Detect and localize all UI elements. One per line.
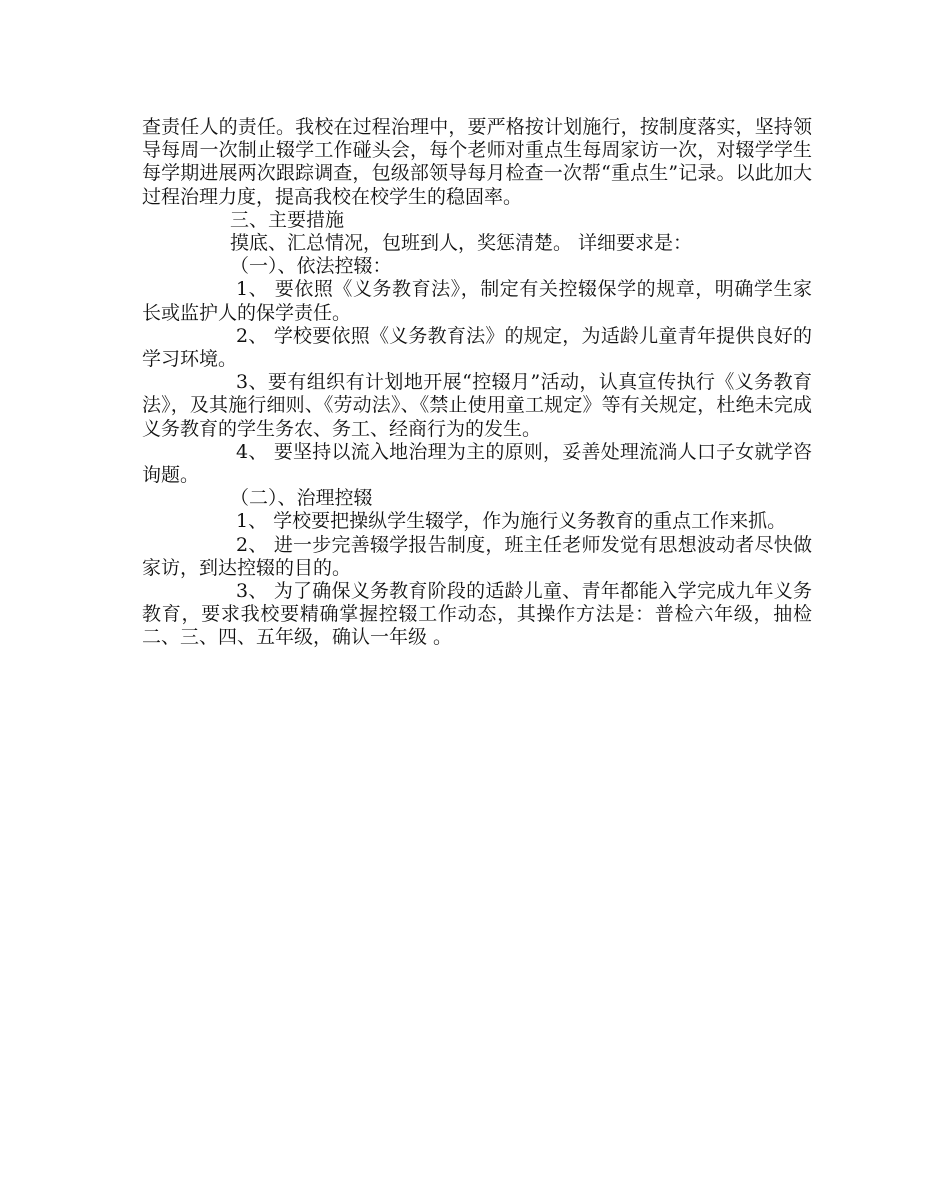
list-item-governance-3: 3、 为了确保义务教育阶段的适龄儿童、青年都能入学完成九年义务教育，要求我校要精确掌握控辍工作动态，其操作方法是：普检六年级，抽检二、三、四、五年级，确认一年级 。 [142, 580, 812, 649]
list-item-legal-2: 2、 学校要依照《义务教育法》的规定，为适龄儿童青年提供良好的学习环境。 [142, 324, 812, 371]
list-item-governance-1: 1、 学校要把操纵学生辍学，作为施行义务教育的重点工作来抓。 [236, 510, 787, 533]
list-item-governance-2: 2、 进一步完善辍学报告制度，班主任老师发觉有思想波动者尽快做家访，到达控辍的目的。 [142, 533, 812, 579]
paragraph-responsibility: 查责任人的责任。我校在过程治理中，要严格按计划施行，按制度落实，坚持领导每周一次制止辍学工作碰头会，每个老师对重点生每周家访一次，对辍学学生每学期进展两次跟踪调查，包级部领导每月检查一次帮“重点生”记录。以此加大过程治理力度，提高我校在校学生的稳固率。 [142, 116, 812, 208]
paragraph-overview: 摸底、汇总情况，包班到人，奖惩清楚。 详细要求是： [230, 232, 693, 255]
document-body [142, 116, 812, 650]
section-heading-main-measures: 三、主要措施 [230, 208, 345, 231]
list-item-legal-4: 4、 要坚持以流入地治理为主的原则，妥善处理流淌人口子女就学咨询题。 [142, 440, 812, 487]
subsection-heading-governance: （二）、治理控辍 [230, 487, 373, 510]
list-item-legal-1: 1、 要依照《义务教育法》，制定有关控辍保学的规章，明确学生家长或监护人的保学责任。 [142, 278, 812, 324]
list-item-legal-3: 3、要有组织有计划地开展“控辍月”活动，认真宣传执行《义务教育法》，及其施行细则、《劳动法》、《禁止使用童工规定》等有关规定，杜绝未完成义务教育的学生务农、务工、经商行为的发生。 [142, 371, 812, 440]
subsection-heading-legal-control: （一）、依法控辍： [230, 255, 392, 278]
